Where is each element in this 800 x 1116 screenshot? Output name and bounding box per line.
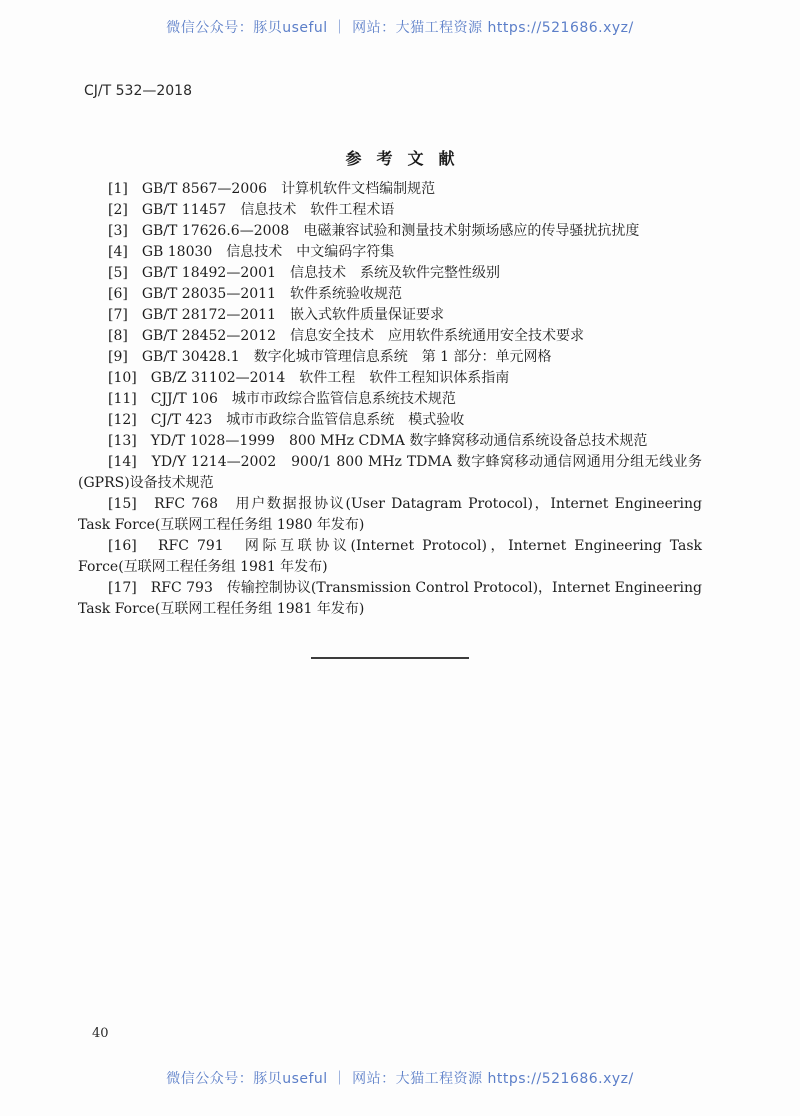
page-number: 40 bbox=[92, 1026, 109, 1041]
header-watermark: 微信公众号：豚贝useful ｜ 网站：大猫工程资源 https://521686.xyz/ bbox=[166, 20, 634, 36]
reference-item: [10] GB/Z 31102—2014 软件工程 软件工程知识体系指南 bbox=[108, 370, 510, 386]
reference-item: [14] YD/Y 1214—2002 900/1 800 MHz TDMA 数字蜂窝移动通信网通用分组无线业务(GPRS)设备技术规范 bbox=[78, 454, 702, 491]
reference-item: [11] CJJ/T 106 城市市政综合监管信息系统技术规范 bbox=[108, 391, 456, 407]
doc-code: CJ/T 532—2018 bbox=[84, 83, 192, 99]
reference-item: [5] GB/T 18492—2001 信息技术 系统及软件完整性级别 bbox=[108, 265, 500, 281]
end-of-document-rule bbox=[311, 657, 469, 659]
reference-item: [1] GB/T 8567—2006 计算机软件文档编制规范 bbox=[108, 181, 436, 197]
reference-item: [3] GB/T 17626.6—2008 电磁兼容试验和测量技术射频场感应的传导骚扰抗扰度 bbox=[108, 223, 640, 239]
reference-item: [13] YD/T 1028—1999 800 MHz CDMA 数字蜂窝移动通信系统设备总技术规范 bbox=[108, 433, 648, 449]
reference-item: [8] GB/T 28452—2012 信息安全技术 应用软件系统通用安全技术要求 bbox=[108, 328, 584, 344]
footer-watermark: 微信公众号：豚贝useful ｜ 网站：大猫工程资源 https://521686.xyz/ bbox=[166, 1071, 634, 1087]
section-title-text: 参考文献 bbox=[345, 149, 470, 168]
reference-item: [6] GB/T 28035—2011 软件系统验收规范 bbox=[108, 286, 402, 302]
references-list bbox=[78, 179, 702, 620]
section-title bbox=[0, 146, 800, 169]
reference-item: [16] RFC 791 网际互联协议(Internet Protocol)，Internet Engineering Task Force(互联网工程任务组 1981 年发布) bbox=[78, 538, 702, 575]
reference-item: [4] GB 18030 信息技术 中文编码字符集 bbox=[108, 244, 395, 260]
reference-item: [12] CJ/T 423 城市市政综合监管信息系统 模式验收 bbox=[108, 412, 465, 428]
reference-item: [9] GB/T 30428.1 数字化城市管理信息系统 第 1 部分：单元网格 bbox=[108, 349, 552, 365]
reference-item: [2] GB/T 11457 信息技术 软件工程术语 bbox=[108, 202, 395, 218]
reference-item: [7] GB/T 28172—2011 嵌入式软件质量保证要求 bbox=[108, 307, 444, 323]
reference-item: [15] RFC 768 用户数据报协议(User Datagram Protocol)，Internet Engineering Task Force(互联网工程任务组 1980 年发布) bbox=[78, 496, 702, 533]
reference-item: [17] RFC 793 传输控制协议(Transmission Control Protocol)，Internet Engineering Task Force(互联网工程任务组 1981 年发布) bbox=[78, 580, 702, 617]
